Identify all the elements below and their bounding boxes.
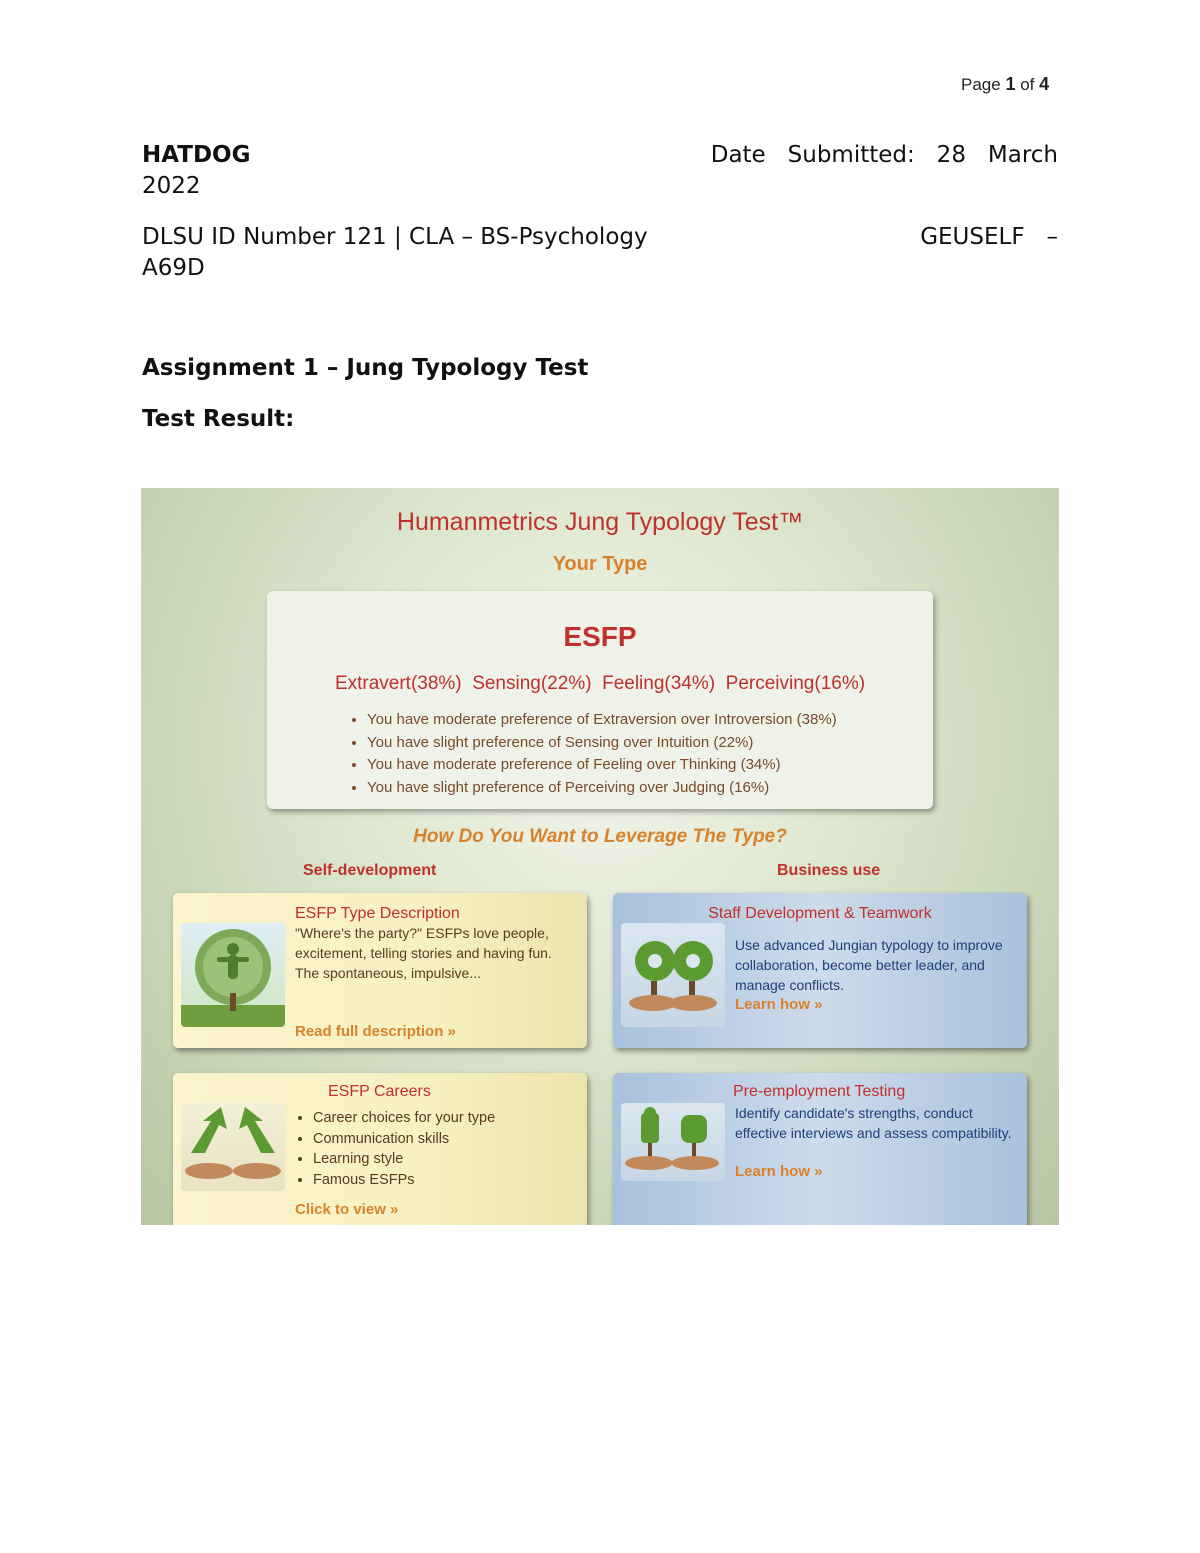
assignment-title: Assignment 1 – Jung Typology Test [142, 355, 589, 381]
course-code: GEUSELF – [920, 224, 1058, 250]
page-current: 1 [1005, 74, 1016, 94]
gears-icon [621, 923, 725, 1027]
staff-development-card[interactable] [613, 893, 1027, 1048]
careers-list [295, 1108, 495, 1190]
puzzle-plant-icon [621, 1103, 725, 1181]
type-result-box [267, 591, 933, 809]
test-result-label: Test Result: [142, 406, 295, 432]
type-breakdown: Extravert(38%) Sensing(22%) Feeling(34%) Perceiving(16%) [334, 673, 866, 694]
type-code: ESFP [563, 621, 637, 652]
date-year: 2022 [142, 173, 201, 199]
self-development-heading: Self-development [303, 862, 437, 879]
staff-development-text: Use advanced Jungian typology to improve collaboration, become better leader, and manage conflicts. [735, 937, 1003, 993]
careers-title: ESFP Careers [328, 1083, 431, 1100]
preemployment-learn-how-link[interactable]: Learn how » [735, 1163, 823, 1180]
careers-list-item: • Famous ESFPs [313, 1170, 495, 1191]
test-result-screenshot [141, 488, 1059, 1225]
careers-list-item: • Career choices for your type [313, 1108, 495, 1129]
preemployment-card[interactable] [613, 1073, 1027, 1225]
business-use-heading: Business use [777, 862, 881, 879]
preemployment-text: Identify candidate's strengths, conduct effective interviews and assess compatibility. [735, 1105, 1012, 1141]
date-submitted: Date Submitted: 28 March [710, 142, 1058, 168]
preemployment-title: Pre-employment Testing [733, 1083, 906, 1100]
your-type-label: Your Type [552, 553, 648, 575]
student-name: HATDOG [142, 142, 251, 168]
preference-item: • You have moderate preference of Feeling over Thinking (34%) [367, 754, 837, 777]
staff-development-title: Staff Development & Teamwork [708, 905, 932, 922]
click-to-view-link[interactable]: Click to view » [295, 1201, 399, 1218]
leverage-question: How Do You Want to Leverage The Type? [413, 826, 787, 847]
screenshot-title: Humanmetrics Jung Typology Test™ [396, 508, 804, 536]
page-number [961, 74, 1049, 95]
arrows-plant-icon [181, 1103, 285, 1191]
id-line: DLSU ID Number 121 | CLA – BS-Psychology [142, 224, 648, 250]
careers-list-item: • Communication skills [313, 1129, 495, 1150]
section-code: A69D [142, 255, 205, 281]
type-description-title: ESFP Type Description [295, 905, 460, 922]
preference-item: • You have moderate preference of Extraversion over Introversion (38%) [367, 709, 837, 732]
page-of: of [1020, 75, 1035, 94]
preference-item: • You have slight preference of Sensing over Intuition (22%) [367, 732, 837, 755]
type-description-text: "Where's the party?" ESFPs love people, excitement, telling stories and having fun. The spontaneous, impulsive... [295, 925, 552, 981]
careers-card[interactable] [173, 1073, 587, 1225]
type-description-card[interactable] [173, 893, 587, 1048]
page-label: Page [961, 75, 1001, 94]
page-total: 4 [1039, 74, 1050, 94]
careers-list-item: • Learning style [313, 1149, 495, 1170]
staff-learn-how-link[interactable]: Learn how » [735, 996, 823, 1013]
preference-list [349, 709, 837, 799]
read-full-description-link[interactable]: Read full description » [295, 1023, 456, 1040]
preference-item: • You have slight preference of Perceiving over Judging (16%) [367, 777, 837, 800]
tree-person-icon [181, 923, 285, 1027]
